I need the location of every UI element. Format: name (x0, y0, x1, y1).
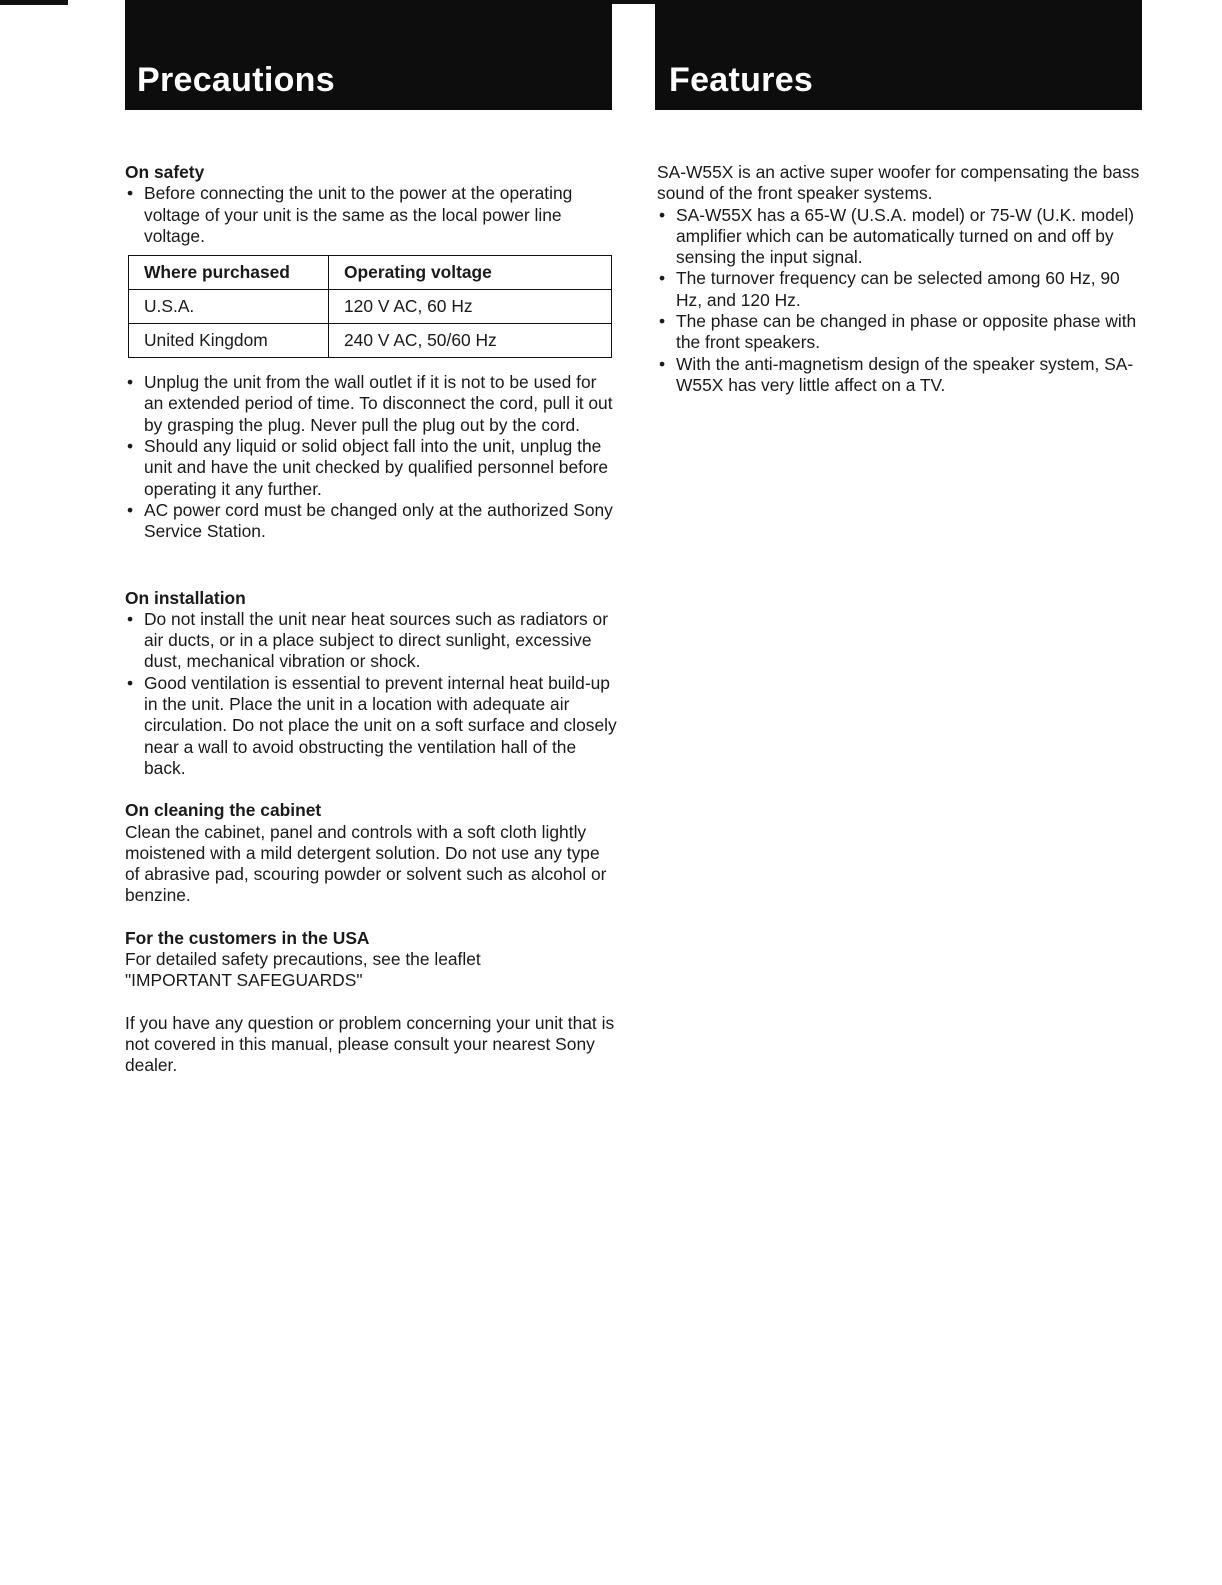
features-intro: SA-W55X is an active super woofer for compensating the bass sound of the front speaker systems. (657, 162, 1140, 204)
usa-heading: For the customers in the USA (125, 927, 370, 948)
list-item: • Good ventilation is essential to prevent internal heat build-up in the unit. Place the unit in a location with adequate air circulation. Do not place the unit on a soft surface and closely near a wall to avoid obstructing the ventilation hall of the back. (125, 673, 617, 779)
list-item: • Unplug the unit from the wall outlet if it is not to be used for an extended period of time. To disconnect the cord, pull it out by grasping the plug. Never pull the plug out by the cord. (125, 372, 617, 436)
voltage-table (128, 255, 612, 358)
table-header-row (129, 256, 612, 290)
features-title: Features (669, 61, 814, 99)
installation-bullets (125, 609, 617, 779)
usa-section (125, 928, 617, 992)
cleaning-section (125, 800, 617, 906)
precautions-column (125, 162, 617, 1077)
list-item: • The phase can be changed in phase or opposite phase with the front speakers. (657, 311, 1149, 354)
closing-text: If you have any question or problem concerning your unit that is not covered in this manual, please consult your nearest Sony dealer. (125, 1012, 615, 1076)
table-row (129, 324, 612, 358)
list-item: • The turnover frequency can be selected among 60 Hz, 90 Hz, and 120 Hz. (657, 268, 1149, 311)
list-item: • AC power cord must be changed only at the authorized Sony Service Station. (125, 500, 617, 543)
features-column (657, 162, 1149, 396)
corner-rule (0, 0, 68, 5)
precautions-banner (125, 0, 612, 110)
list-item: • With the anti-magnetism design of the speaker system, SA-W55X has very little affect on a TV. (657, 354, 1149, 397)
usa-text-line1: For detailed safety precautions, see the leaflet (125, 949, 481, 970)
safety-section (125, 162, 617, 543)
list-item: • Should any liquid or solid object fall into the unit, unplug the unit and have the unit checked by qualified personnel before operating it any further. (125, 436, 617, 500)
table-cell: 120 V AC, 60 Hz (329, 290, 612, 324)
features-banner (655, 0, 1142, 110)
cleaning-text: Clean the cabinet, panel and controls with a soft cloth lightly moistened with a mild detergent solution. Do not use any type of abrasive pad, scouring powder or solvent such as alcohol or benzine. (125, 821, 607, 906)
list-item: • SA-W55X has a 65-W (U.S.A. model) or 75-W (U.K. model) amplifier which can be automatically turned on and off by sensing the input signal. (657, 205, 1149, 269)
safety-heading: On safety (125, 162, 205, 182)
table-row (129, 290, 612, 324)
corner-rule (611, 0, 656, 4)
table-cell: United Kingdom (129, 324, 329, 358)
table-header-cell: Where purchased (129, 256, 329, 290)
list-item: • Before connecting the unit to the power at the operating voltage of your unit is the same as the local power line voltage. (125, 183, 617, 247)
table-header-cell: Operating voltage (329, 256, 612, 290)
usa-text-line2: "IMPORTANT SAFEGUARDS" (125, 970, 363, 991)
table-cell: 240 V AC, 50/60 Hz (329, 324, 612, 358)
cleaning-heading: On cleaning the cabinet (125, 800, 322, 821)
table-cell: U.S.A. (129, 290, 329, 324)
installation-heading: On installation (125, 587, 246, 608)
features-bullets (657, 205, 1149, 397)
safety-bullets-after (125, 372, 617, 542)
precautions-title: Precautions (137, 61, 335, 99)
list-item: • Do not install the unit near heat sources such as radiators or air ducts, or in a place subject to direct sunlight, excessive dust, mechanical vibration or shock. (125, 609, 617, 673)
installation-section (125, 588, 617, 780)
safety-bullets (125, 183, 617, 247)
